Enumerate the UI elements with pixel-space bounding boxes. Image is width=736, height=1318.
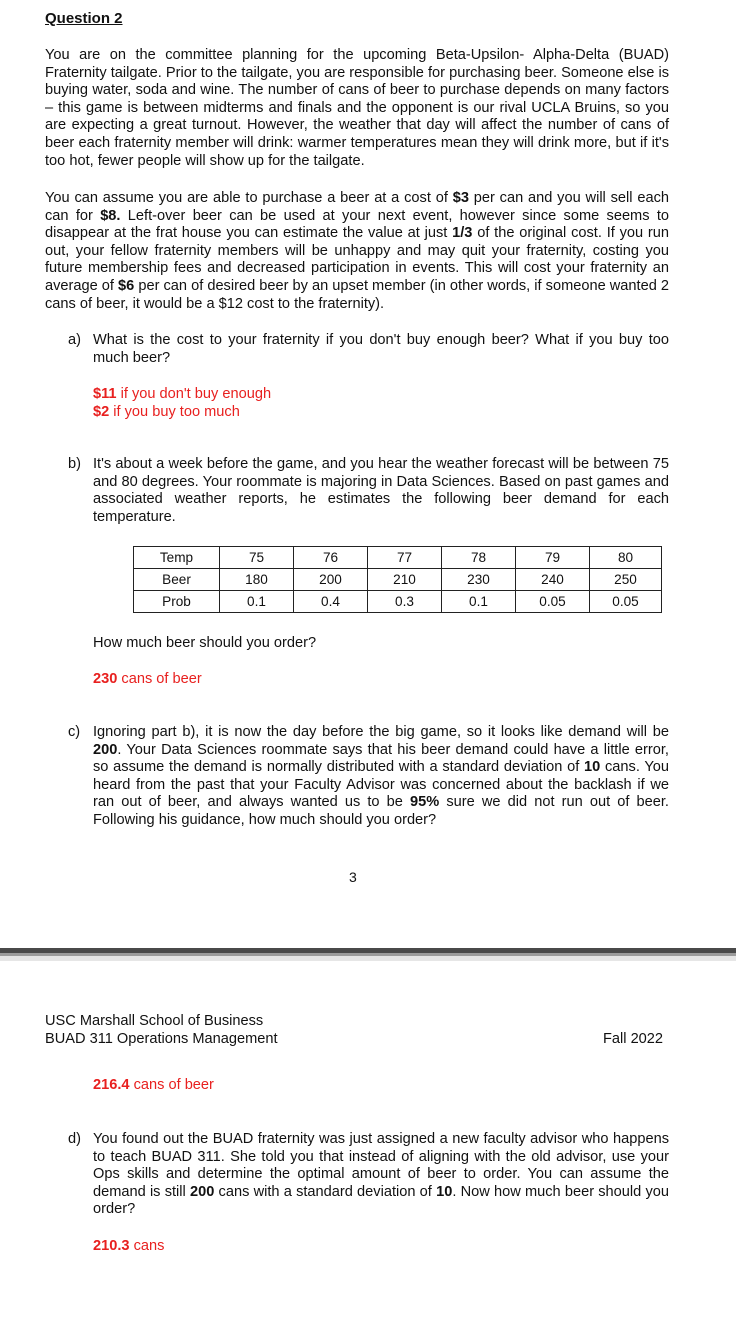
part-c-answer: 216.4 cans of beer: [93, 1077, 214, 1093]
table-cell: 230: [442, 569, 516, 591]
shortage-penalty: $6: [118, 277, 135, 294]
part-a-answer: [93, 385, 271, 421]
part-d-question: [68, 1131, 669, 1219]
table-cell: 75: [220, 547, 294, 569]
page-number: 3: [349, 869, 357, 885]
table-row-prob: [134, 591, 662, 613]
intro-paragraph: You are on the committee planning for the upcoming Beta-Upsilon- Alpha-Delta (BUAD) Fraternity tailgate. Prior to the tailgate, you are responsible for purchasing beer. Someone else is buying water, soda and wine. The number of cans of beer to purchase depends on many factors – this game is between midterms and finals and the opponent is our rival UCLA Bruins, so you are expecting a great turnout. However, the weather that day will affect the number of cans of beer each fraternity member will drink: warmer temperatures mean they will drink more, but if it's too hot, fewer people will show up for the tailgate.: [45, 47, 669, 169]
row-header: Prob: [134, 591, 220, 613]
footer-term: Fall 2022: [603, 1031, 664, 1047]
cost-paragraph: You can assume you are able to purchase a beer at a cost of $3 per can and you will sell each can for $8. Left-over beer can be used at your next event, however since some seems to disappear at the frat house you can estimate the value at just 1/3 of the original cost. If you run out, your fellow fraternity members will be unhappy and may quit your fraternity, costing you future membership fees and decreased participation in events. This will cost your fraternity an average of $6 per can of desired beer by an upset member (in other words, if someone wanted 2 cans of beer, it would be a $12 cost to the fraternity).: [45, 190, 669, 312]
table-cell: 240: [516, 569, 590, 591]
part-c-question: [68, 724, 669, 830]
part-d-label: d): [68, 1131, 81, 1147]
table-cell: 80: [590, 547, 662, 569]
row-header: Beer: [134, 569, 220, 591]
answer-underage-cost: $11 if you don't buy enough: [93, 386, 272, 402]
part-a-label: a): [68, 332, 81, 348]
table-cell: 0.1: [220, 591, 294, 613]
table-cell: 200: [294, 569, 368, 591]
part-a-question: [68, 332, 669, 367]
table-cell: 78: [442, 547, 516, 569]
row-header: Temp: [134, 547, 220, 569]
part-b-answer: 230 cans of beer: [93, 671, 202, 687]
table-cell: 0.05: [590, 591, 662, 613]
unit-cost: $3: [452, 190, 469, 206]
question-heading: Question 2: [45, 10, 123, 27]
part-d-text: You found out the BUAD fraternity was just assigned a new faculty advisor who happens to teach BUAD 311. She told you that instead of aligning with the old advisor, use your Ops skills and determine the optimal amount of beer to order. You can assume the demand is still 200 cans with a standard deviation of 10. Now how much beer should you order?: [93, 1131, 669, 1218]
course-name: BUAD 311 Operations Management: [45, 1031, 278, 1047]
part-c-label: c): [68, 724, 81, 740]
table-cell: 0.1: [442, 591, 516, 613]
school-name: USC Marshall School of Business: [45, 1013, 264, 1029]
part-b-followup: How much beer should you order?: [93, 635, 317, 651]
part-a-text: What is the cost to your fraternity if you don't buy enough beer? What if you buy too much beer?: [93, 332, 669, 366]
table-cell: 77: [368, 547, 442, 569]
part-c-text: Ignoring part b), it is now the day before the big game, so it looks like demand will be 200. Your Data Sciences roommate says that his beer demand could have a little error, so assume the demand is normally distributed with a standard deviation of 10 cans. You heard from the past that your Faculty Advisor was concerned about the backlash if we ran out of beer, and always wanted us to be 95% sure we did not run out of beer. Following his guidance, how much should you order?: [93, 724, 669, 828]
page-break-shadow: [0, 953, 736, 956]
table-cell: 76: [294, 547, 368, 569]
answer-overage-cost: $2 if you buy too much: [93, 404, 240, 420]
table-cell: 250: [590, 569, 662, 591]
table-row-beer: [134, 569, 662, 591]
demand-table: [133, 546, 662, 613]
table-cell: 0.4: [294, 591, 368, 613]
table-cell: 79: [516, 547, 590, 569]
part-b-text: It's about a week before the game, and you hear the weather forecast will be between 75 and 80 degrees. Your roommate is majoring in Data Sciences. Based on past games and associated weather reports, he estimates the following beer demand for each temperature.: [93, 456, 669, 525]
salvage-fraction: 1/3: [452, 225, 473, 242]
table-cell: 210: [368, 569, 442, 591]
table-cell: 0.05: [516, 591, 590, 613]
part-d-answer: 210.3 cans: [93, 1238, 165, 1254]
footer-left: [45, 1012, 278, 1048]
table-cell: 0.3: [368, 591, 442, 613]
table-cell: 180: [220, 569, 294, 591]
unit-price: $8.: [100, 207, 121, 224]
part-b-label: b): [68, 456, 81, 472]
part-b-question: [68, 456, 669, 526]
table-row-temp: [134, 547, 662, 569]
page-break: [0, 948, 736, 961]
